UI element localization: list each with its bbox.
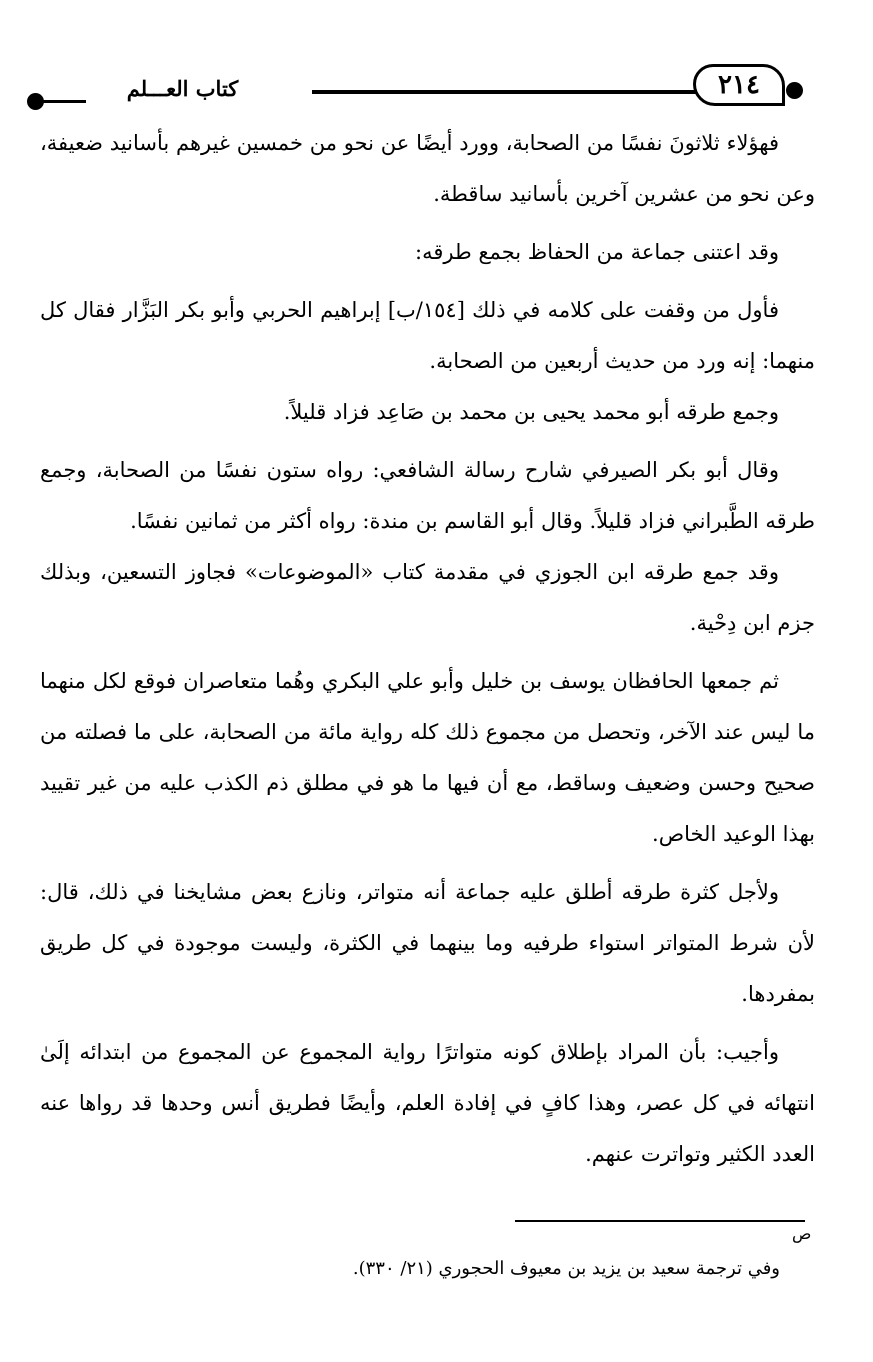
paragraph: وقال أبو بكر الصيرفي شارح رسالة الشافعي: رواه ستون نفسًا من الصحابة، وجمع طرقه الطَّبراني فزاد قليلاً. وقال أبو القاسم بن مندة: رواه أكثر من ثمانين نفسًا. <box>40 458 815 533</box>
ornament-line-left <box>40 100 86 103</box>
paragraph: وقد اعتنى جماعة من الحفاظ بجمع طرقه: <box>415 240 779 264</box>
paragraph: فهؤلاء ثلاثونَ نفسًا من الصحابة، وورد أيضًا عن نحو من خمسين غيرهم بأسانيد ضعيفة، وعن نحو من عشرين آخرين بأسانيد ساقطة. <box>40 131 815 206</box>
page-number: ٢١٤ <box>718 70 760 100</box>
ornament-dot-right <box>786 82 803 99</box>
book-title: كتاب العـــلم <box>126 76 239 101</box>
paragraph: ثم جمعها الحافظان يوسف بن خليل وأبو علي البكري وهُما متعاصران فوقع لكل منهما ما ليس عند الآخر، وتحصل من مجموع ذلك كله رواية مائة من الصحابة، على ما فصلته من صحيح وحسن وضعيف وساقط، مع أن فيها ما هو في مطلق ذم الكذب عليه من غير تقييد بهذا الوعيد الخاص. <box>40 669 815 846</box>
page-header <box>0 62 873 112</box>
page-number-box <box>693 64 785 106</box>
paragraph: وقد جمع طرقه ابن الجوزي في مقدمة كتاب «الموضوعات» فجاوز التسعين، وبذلك جزم ابن دِحْية. <box>40 560 815 635</box>
body-text <box>40 118 815 1180</box>
footnote-text: وفي ترجمة سعيد بن يزيد بن معيوف الحجوري (٢١/ ٣٣٠). <box>352 1258 780 1279</box>
footnote-rule <box>515 1220 805 1222</box>
paragraph: وأجيب: بأن المراد بإطلاق كونه متواترًا رواية المجموع عن المجموع من ابتدائه إلَىٰ انتهائه في كل عصر، وهذا كافٍ في إفادة العلم، وأيضًا فطريق أنس وحدها قد رواها عنه العدد الكثير وتواترت عنهم. <box>40 1040 815 1166</box>
paragraph: ولأجل كثرة طرقه أطلق عليه جماعة أنه متواتر، ونازع بعض مشايخنا في ذلك، قال: لأن شرط المتواتر استواء طرفيه وما بينهما في الكثرة، وليست موجودة في كل طريق بمفردها. <box>40 880 815 1006</box>
paragraph: فأول من وقفت على كلامه في ذلك [١٥٤/ب] إبراهيم الحربي وأبو بكر البَزَّار فقال كل منهما: إنه ورد من حديث أربعين من الصحابة. <box>40 298 815 373</box>
header-rule <box>312 90 696 94</box>
paragraph: وجمع طرقه أبو محمد يحيى بن محمد بن صَاعِد فزاد قليلاً. <box>283 400 779 424</box>
footnote-marker: ص <box>792 1224 812 1243</box>
